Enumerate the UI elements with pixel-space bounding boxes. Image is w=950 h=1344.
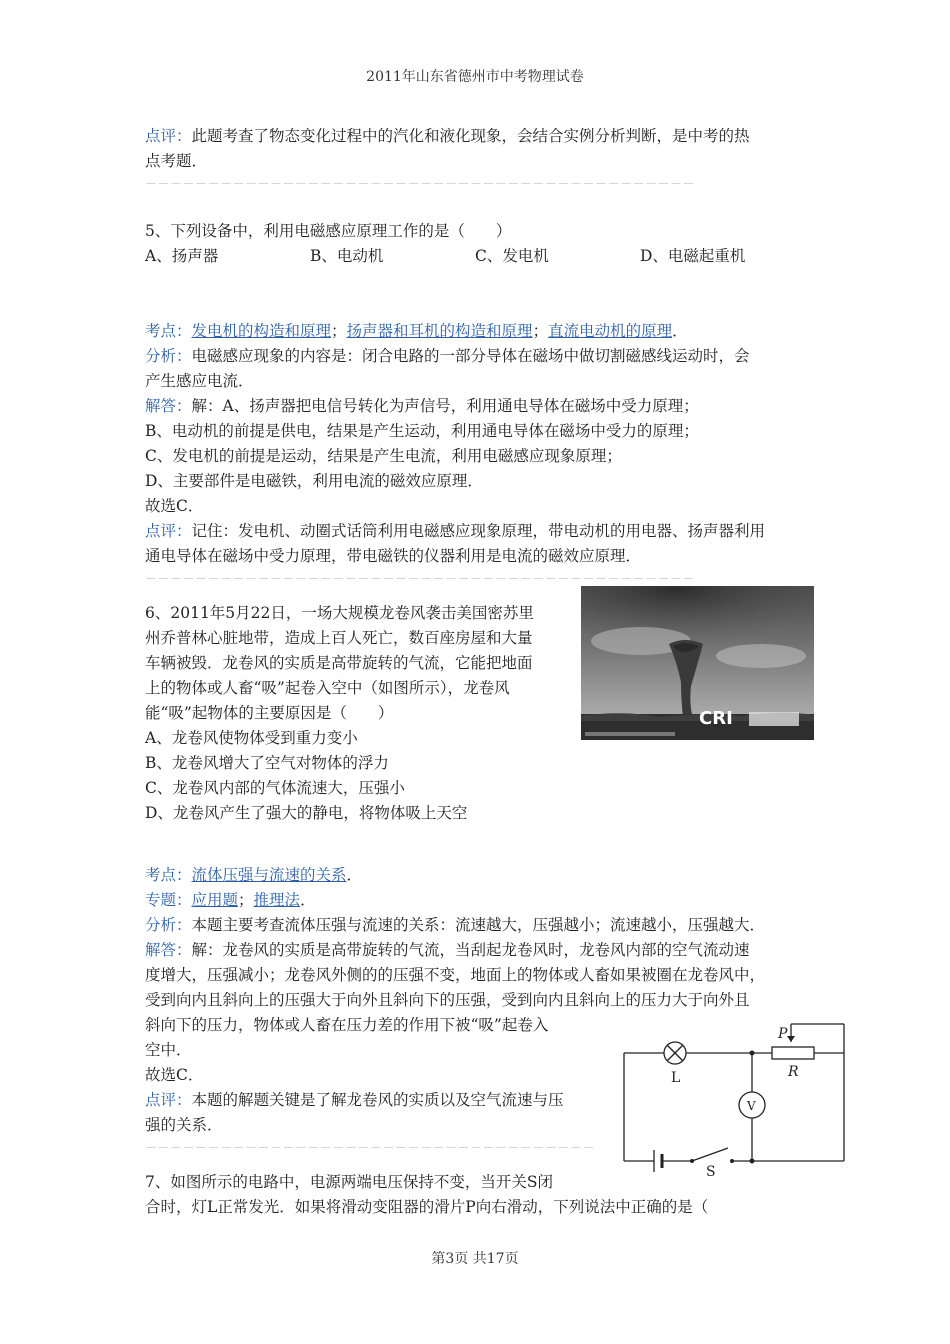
q6-question-line-1: 6、2011年5月22日，一场大规模龙卷风袭击美国密苏里	[145, 604, 534, 622]
q6-fenxi: 分析：本题主要考查流体压强与流速的关系：流速越大，压强越小；流速越小，压强越大．	[145, 916, 766, 934]
kaodian-link-fluid-pressure[interactable]: 流体压强与流速的关系	[191, 866, 347, 884]
page-footer: 第3页 共17页	[431, 1251, 519, 1267]
q4-comment-line-1: 点评：此题考查了物态变化过程中的汽化和液化现象，会结合实例分析判断，是中考的热	[145, 127, 750, 145]
label-l: L	[671, 1070, 681, 1086]
q7-question-line-1: 7、如图所示的电路中，电源两端电压保持不变，当开关S闭	[145, 1173, 553, 1191]
q4-comment-line-2: 点考题．	[145, 152, 208, 170]
zhuanti-link-reasoning[interactable]: 推理法	[253, 891, 301, 909]
q6-option-c: C、龙卷风内部的气体流速大，压强小	[145, 779, 405, 797]
page-header: 2011年山东省德州市中考物理试卷	[366, 69, 584, 85]
q5-kaodian: 考点：发电机的构造和原理；扬声器和耳机的构造和原理；直流电动机的原理．	[145, 322, 688, 340]
zhuanti-link-application[interactable]: 应用题	[191, 891, 239, 909]
q6-option-d: D、龙卷风产生了强大的静电，将物体吸上天空	[145, 804, 468, 822]
label-s: S	[706, 1164, 716, 1176]
q6-zhuanti: 专题：应用题；推理法．	[145, 891, 316, 909]
q5-dianping: 点评：记住：发电机、动圈式话筒利用电磁感应现象原理，带电动机的用电器、扬声器利用	[145, 522, 766, 540]
q6-option-a: A、龙卷风使物体受到重力变小	[145, 729, 358, 747]
slider-arrow-icon	[787, 1036, 795, 1042]
label-v: V	[747, 1099, 756, 1113]
q5-fenxi: 分析：电磁感应现象的内容是：闭合电路的一部分导体在磁场中做切割磁感线运动时，会	[145, 347, 750, 365]
q5-option-d: D、电磁起重机	[640, 247, 746, 265]
q5-jieda: 解答：解：A、扬声器把电信号转化为声信号，利用通电导体在磁场中受力原理；	[145, 397, 699, 415]
q5-option-c: C、发电机	[475, 247, 549, 265]
separator: －－－－－－－－－－－－－－－－－－－－－－－－－－－－－－－－－－－－－－－－－－－－	[145, 572, 696, 586]
photo-watermark: CRI	[699, 708, 733, 729]
tornado-image	[581, 586, 814, 740]
label-r: R	[788, 1064, 799, 1080]
kaodian-link-speaker[interactable]: 扬声器和耳机的构造和原理	[346, 322, 533, 340]
document-body: 点评：此题考查了物态变化过程中的汽化和液化现象，会结合实例分析判断，是中考的热 点考题． －－－－－－－－－－－－－－－－－－－－－－－－－－－－－－－－－－－－－－－－－－－－ 5、下列设备中，利用电磁感应原理工作的是（ ） A、扬声器 B、电动机 C、发电机 D、电磁起重机 考点：发电机的构造和原理；扬声器和耳机的构造和原理；直流电动机的原理． 分析：电磁感应现象的内容是：闭合电路的一部分导体在磁场中做切割磁感线运动时，会 产生感应电流． 解答：解：A、扬声器把电信号转化为声信号，利用通电导体在磁场中受力原理； B、电动机的前提是供电，结果是产生运动，利用通电导体在磁场中受力的原理； C、发电机的前提是运动，结果是产生电流，利用电磁感应现象原理； D、主要部件是电磁铁，利用电流的磁效应原理． 故选C． 点评：记住：发电机、动圈式话筒利用电磁感应现象原理，带电动机的用电器、扬声器利用 通电导体在磁场中受力原理，带电磁铁的仪器利用是电流的磁效应原理． －－－－－－－－－－－－－－－－－－－－－－－－－－－－－－－－－－－－－－－－－－－－ 6、2011年5月22日，一场大规模龙卷风袭击美国密苏里 州乔普林心脏地带，造成上百人死亡，数百座房屋和大量 车辆被毁．龙卷风的实质是高带旋转的气流，它能把地面 上的物体或人畜“吸”起卷入空中（如图所示），龙卷风 能“吸”起物体的主要原因是（ ） A、龙卷风使物体受到重力变小 B、龙卷风增大了空气对物体的浮力 C、龙卷风内部的气体流速大，压强小 D、龙卷风产生了强大的静电，将物体吸上天空 考点：流体压强与流速的关系． 专题：应用题；推理法． 分析：本题主要考查流体压强与流速的关系：流速越大，压强越小；流速越小，压强越大． 解答：解：龙卷风的实质是高带旋转的气流，当刮起龙卷风时，龙卷风内部的空气流动速 度增大，压强减小；龙卷风外侧的的压强不变，地面上的物体或人畜如果被圈在龙卷风中， 受到向内且斜向上的压强大于向外且斜向下的压强，受到向内且斜向上的压力大于向外且 斜向下的压力，物体或人畜在压力差的作用下被“吸”起卷入 空中． 故选C． 点评：本题的解题关键是了解龙卷风的实质以及空气流速与压 强的关系． －－－－－－－－－－－－－－－－－－－－－－－－－－－－－－－－－－－－ 7、如图所示的电路中，电源两端电压保持不变，当开关S闭 合时，灯L正常发光．如果将滑动变阻器的滑片P向右滑动，下列说法中正确的是（	[145, 124, 810, 1220]
separator: －－－－－－－－－－－－－－－－－－－－－－－－－－－－－－－－－－－－－－－－－－－－	[145, 177, 696, 191]
q5-options	[145, 244, 810, 269]
tornado-photo	[581, 586, 814, 740]
circuit-diagram	[620, 1016, 850, 1176]
kaodian-link-dc-motor[interactable]: 直流电动机的原理	[548, 322, 673, 340]
q6-option-b: B、龙卷风增大了空气对物体的浮力	[145, 754, 389, 772]
q5-option-b: B、电动机	[310, 247, 384, 265]
q5-question: 5、下列设备中，利用电磁感应原理工作的是（ ）	[145, 222, 512, 240]
separator: －－－－－－－－－－－－－－－－－－－－－－－－－－－－－－－－－－－－	[145, 1141, 596, 1155]
q6-dianping: 点评：本题的解题关键是了解龙卷风的实质以及空气流速与压	[145, 1091, 564, 1109]
kaodian-link-generator[interactable]: 发电机的构造和原理	[191, 322, 332, 340]
label-p: P	[778, 1026, 788, 1042]
q7-question-line-2: 合时，灯L正常发光．如果将滑动变阻器的滑片P向右滑动，下列说法中正确的是（	[145, 1198, 709, 1216]
q4-comment-label: 点评：	[145, 127, 192, 145]
q6-kaodian: 考点：流体压强与流速的关系．	[145, 866, 363, 884]
circuit-svg	[620, 1016, 850, 1176]
q6-jieda: 解答：解：龙卷风的实质是高带旋转的气流，当刮起龙卷风时，龙卷风内部的空气流动速	[145, 941, 750, 959]
q5-option-a: A、扬声器	[145, 247, 219, 265]
